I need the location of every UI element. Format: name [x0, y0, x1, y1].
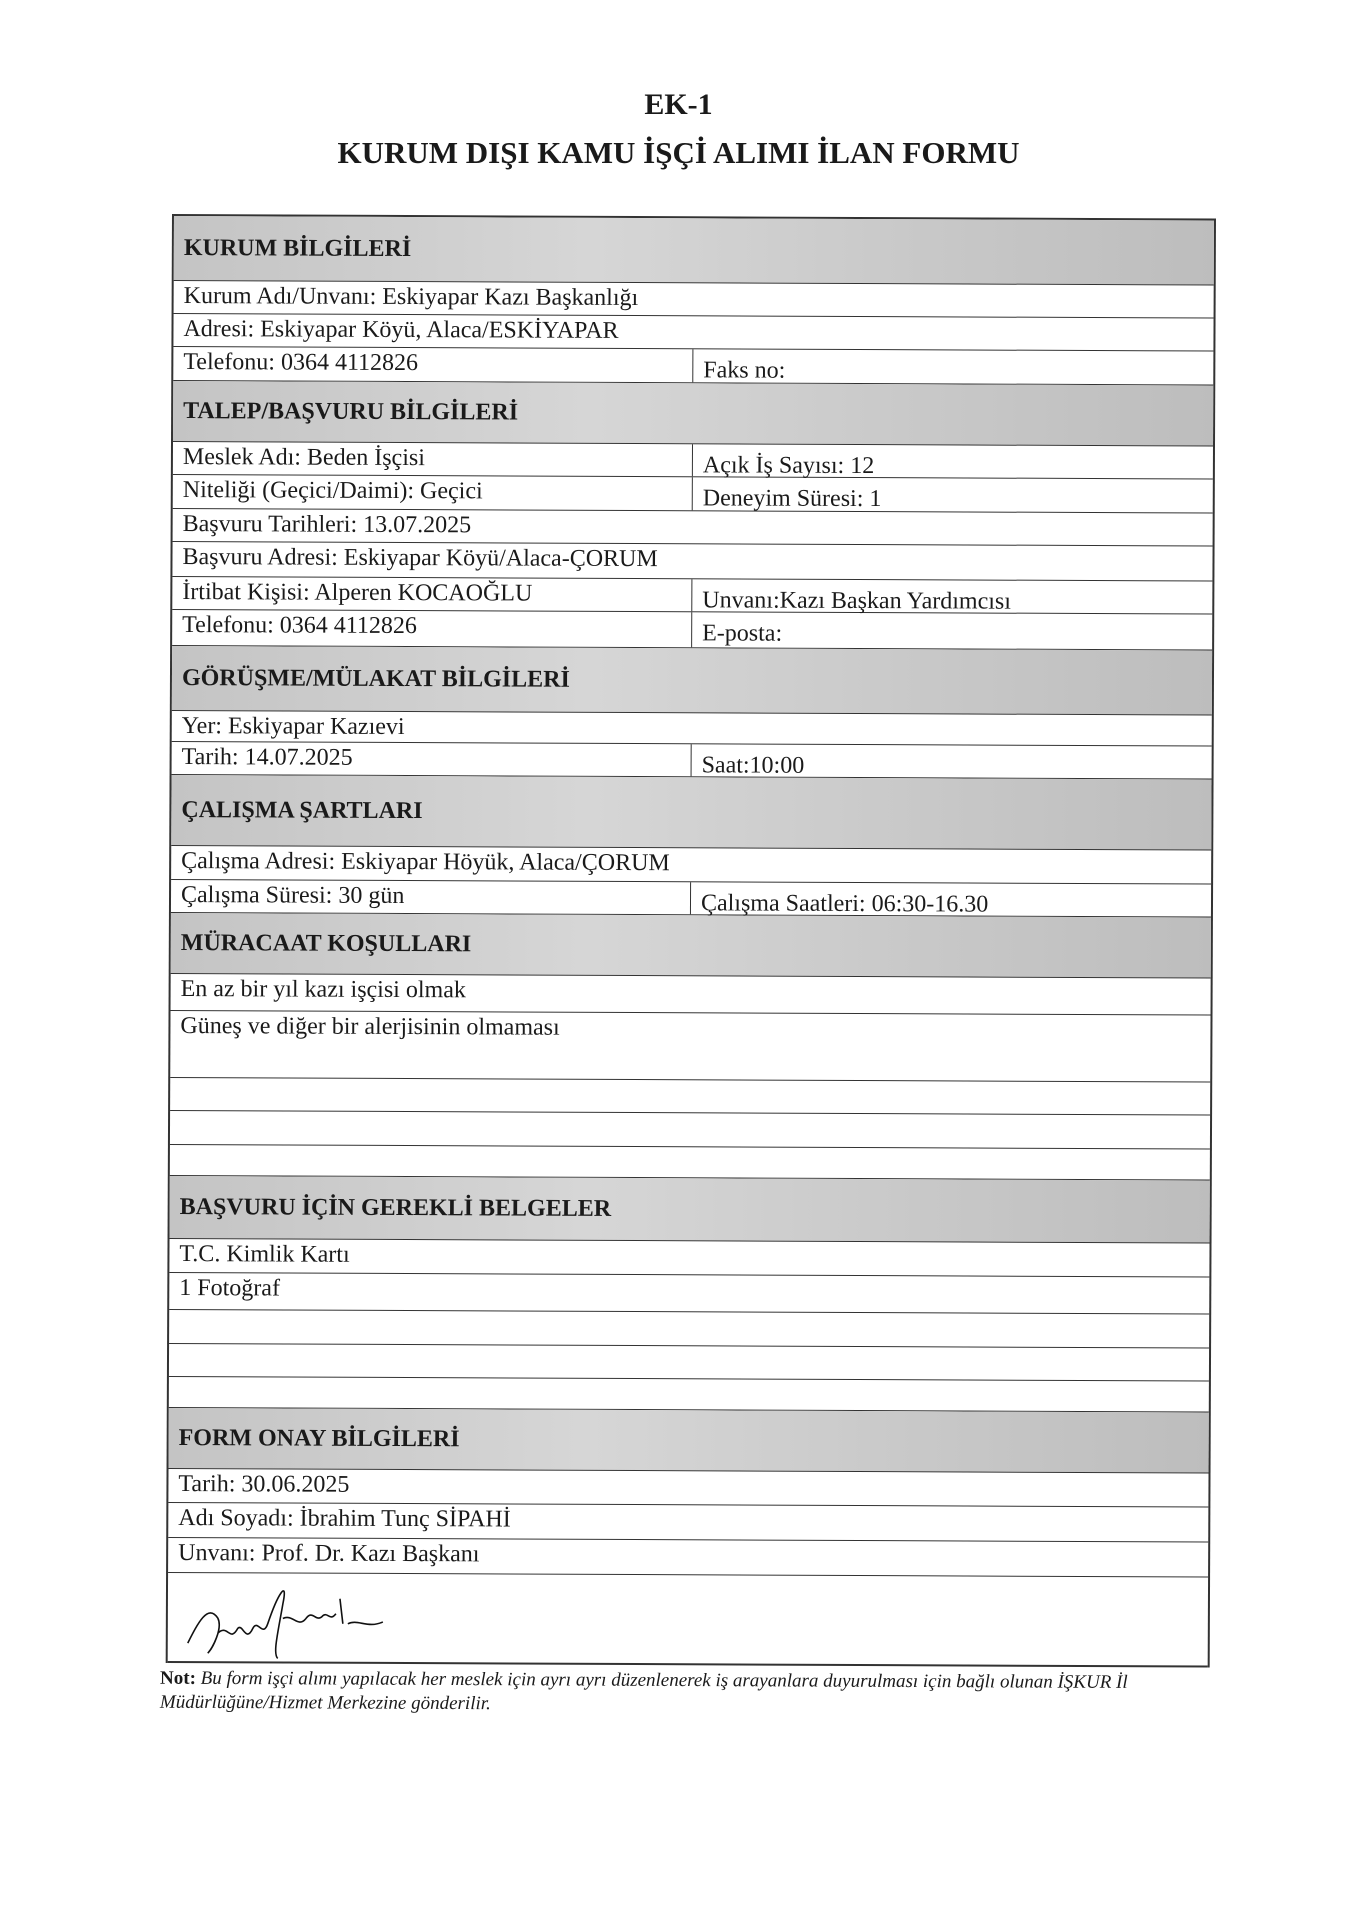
empty-row: [170, 1145, 1210, 1181]
empty-row: [169, 1377, 1209, 1413]
section-belgeler: [170, 1176, 1210, 1244]
deneyim-suresi: Deneyim Süresi: 1: [702, 485, 882, 513]
section-kurum: [174, 216, 1214, 286]
kosul-item: En az bir yıl kazı işçisi olmak: [180, 976, 466, 1004]
acik-is-sayisi: Açık İş Sayısı: 12: [702, 452, 875, 480]
kurum-telefon: Telefonu: 0364 4112826: [173, 347, 693, 382]
onay-adi-soyadi: Adı Soyadı: İbrahim Tunç SİPAHİ: [178, 1505, 511, 1533]
gorusme-tarih: Tarih: 14.07.2025: [172, 742, 692, 776]
section-muracaat: [171, 913, 1211, 979]
note-label: Not:: [160, 1667, 196, 1689]
basvuru-adresi: Başvuru Adresi: Eskiyapar Köyü/Alaca-ÇORUM: [182, 544, 658, 573]
section-gorusme: [172, 646, 1212, 716]
calisma-suresi: Çalışma Süresi: 30 gün: [171, 880, 691, 914]
footnote: [160, 1667, 1210, 1720]
belge-item: T.C. Kimlik Kartı: [179, 1241, 350, 1268]
section-title: FORM ONAY BİLGİLERİ: [178, 1424, 460, 1452]
section-title: MÜRACAAT KOŞULLARI: [180, 929, 472, 957]
section-onay: [169, 1408, 1209, 1474]
form-code: EK-1: [644, 88, 713, 121]
gorusme-yer: Yer: Eskiyapar Kazıevi: [181, 713, 405, 741]
signature-box: [168, 1573, 1208, 1668]
gorusme-saat: Saat:10:00: [701, 752, 805, 779]
niteligi: Niteliği (Geçici/Daimi): Geçici: [173, 475, 693, 510]
empty-row: [170, 1111, 1210, 1150]
form-table: [166, 214, 1216, 1668]
onay-unvani: Unvanı: Prof. Dr. Kazı Başkanı: [178, 1540, 480, 1568]
irtibat-unvani: Unvanı:Kazı Başkan Yardımcısı: [702, 587, 1011, 615]
meslek-adi: Meslek Adı: Beden İşçisi: [173, 442, 693, 476]
note-text: Bu form işçi alımı yapılacak her meslek için ayrı ayrı düzenlenerek iş arayanlara duyurulması için bağlı olunan İŞKUR İl Müdürlüğüne/Hizmet Merkezine gönderilir.: [159, 1667, 1128, 1715]
empty-row: [169, 1310, 1209, 1349]
kurum-adi: Kurum Adı/Unvanı: Eskiyapar Kazı Başkanlığı: [183, 283, 639, 312]
kosul-item: Güneş ve diğer bir alerjisinin olmaması: [180, 1013, 560, 1041]
section-talep: [173, 381, 1213, 447]
empty-row: [170, 1078, 1210, 1116]
section-title: KURUM BİLGİLERİ: [183, 234, 412, 262]
section-title: ÇALIŞMA ŞARTLARI: [181, 796, 423, 824]
calisma-adresi: Çalışma Adresi: Eskiyapar Höyük, Alaca/ÇORUM: [181, 848, 670, 877]
signature-image: [168, 1573, 428, 1662]
onay-tarih: Tarih: 30.06.2025: [178, 1471, 350, 1498]
section-title: TALEP/BAŞVURU BİLGİLERİ: [183, 397, 519, 426]
section-title: BAŞVURU İÇİN GEREKLİ BELGELER: [179, 1193, 612, 1222]
eposta: E-posta:: [702, 620, 783, 647]
empty-row: [169, 1344, 1209, 1382]
irtibat-telefon: Telefonu: 0364 4112826: [172, 610, 692, 647]
irtibat-kisisi: İrtibat Kişisi: Alperen KOCAOĞLU: [172, 577, 692, 611]
form-title: KURUM DIŞI KAMU İŞÇİ ALIMI İLAN FORMU: [337, 135, 1020, 170]
kurum-adres: Adresi: Eskiyapar Köyü, Alaca/ESKİYAPAR: [183, 316, 619, 344]
kurum-faks: Faks no:: [703, 357, 786, 384]
section-title: GÖRÜŞME/MÜLAKAT BİLGİLERİ: [181, 664, 570, 693]
calisma-saatleri: Çalışma Saatleri: 06:30-16.30: [700, 890, 989, 918]
section-calisma: [171, 775, 1211, 851]
belge-item: 1 Fotoğraf: [179, 1275, 281, 1302]
basvuru-tarihleri: Başvuru Tarihleri: 13.07.2025: [182, 511, 472, 539]
